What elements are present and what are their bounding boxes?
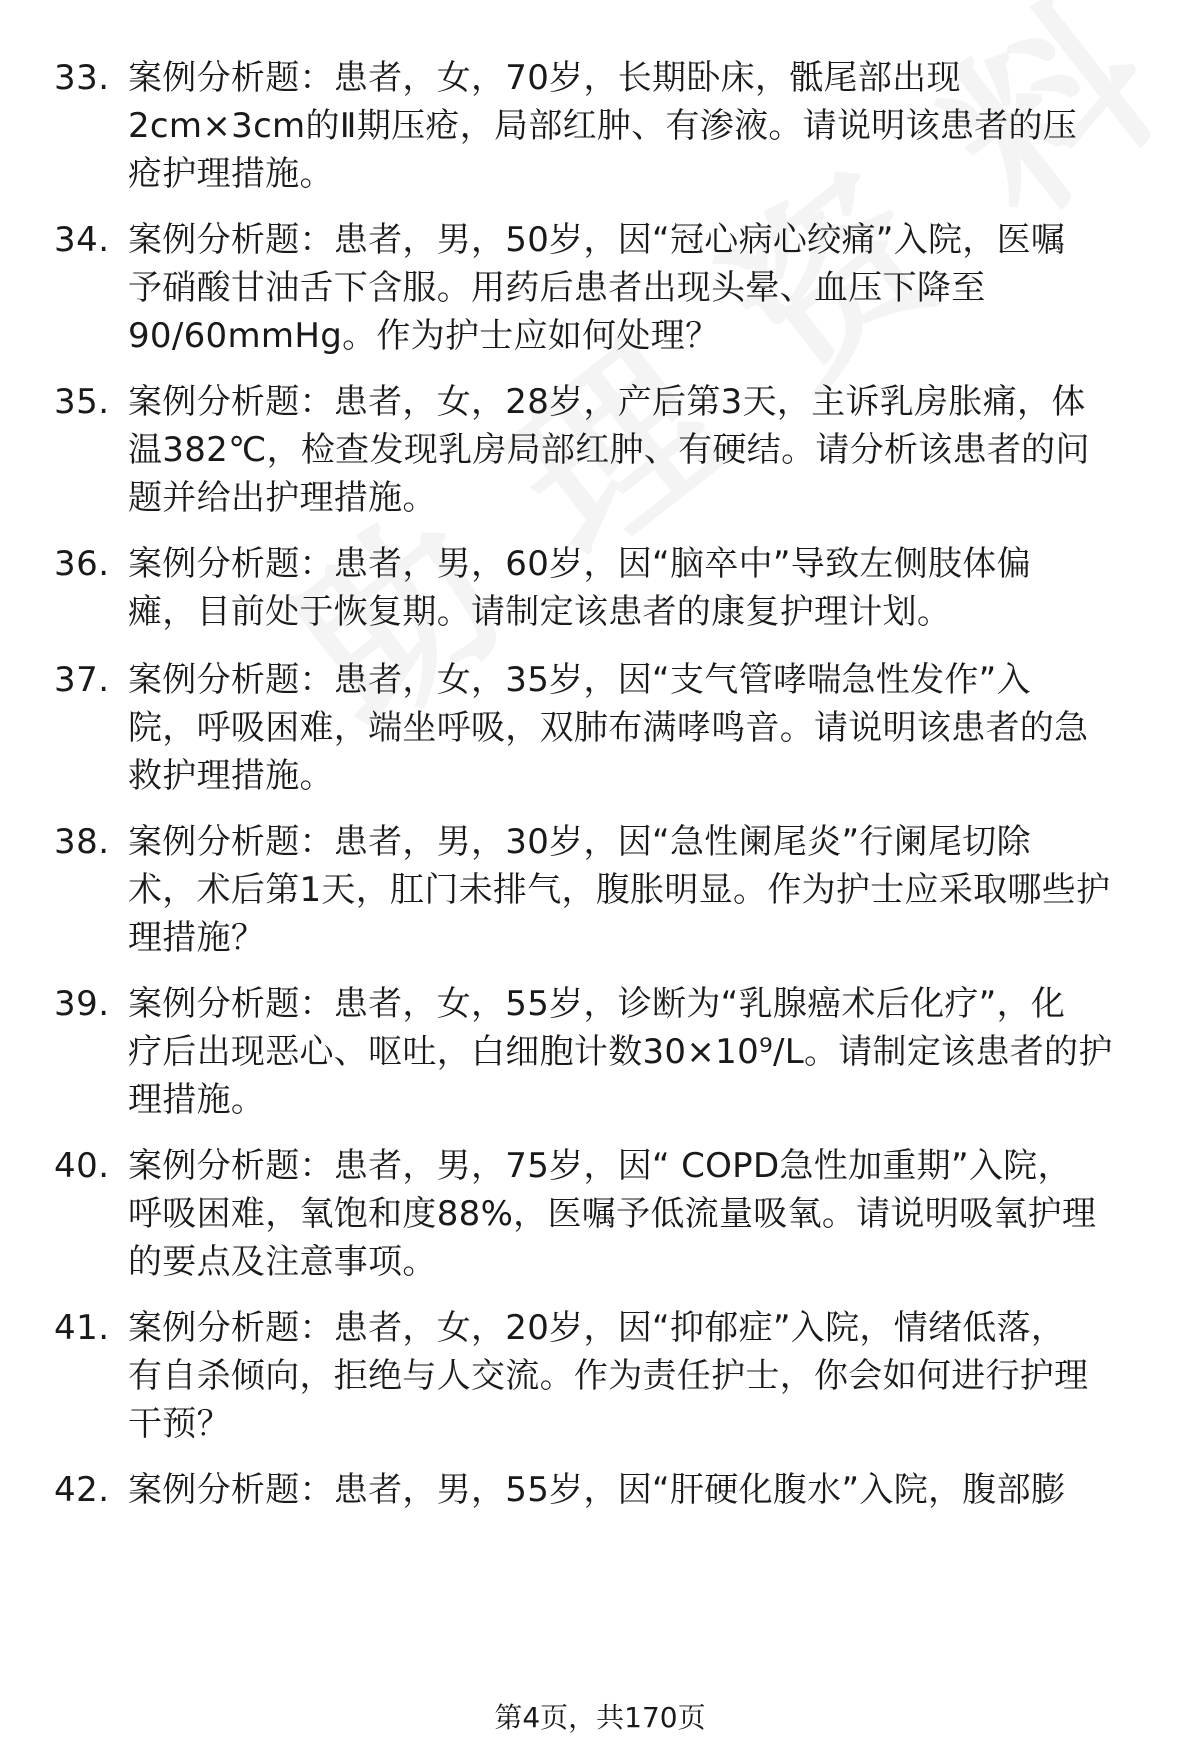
- question-text: [128, 378, 1164, 522]
- question-number: 35.: [54, 382, 110, 422]
- question-line: 案例分析题：患者，女，70岁，长期卧床，骶尾部出现: [128, 58, 961, 98]
- question-number: 33.: [54, 58, 110, 98]
- question-line: 案例分析题：患者，男，50岁，因“冠心病心绞痛”入院，医嘱: [128, 220, 1066, 260]
- question-text: [128, 980, 1164, 1124]
- question-line: 予硝酸甘油舌下含服。用药后患者出现头晕、血压下降至: [128, 268, 986, 308]
- question-number: 36.: [54, 544, 110, 584]
- question-text: [128, 1304, 1164, 1448]
- question-line: 呼吸困难，氧饱和度88%，医嘱予低流量吸氧。请说明吸氧护理: [128, 1194, 1097, 1234]
- question-text: [128, 818, 1164, 962]
- question-line: 案例分析题：患者，女，35岁，因“支气管哮喘急性发作”入: [128, 660, 1031, 700]
- question-line: 温382℃，检查发现乳房局部红肿、有硬结。请分析该患者的问: [128, 430, 1090, 470]
- question-text: [128, 216, 1164, 360]
- question-number: 38.: [54, 822, 110, 862]
- question-text: [128, 656, 1164, 800]
- question-line: 有自杀倾向，拒绝与人交流。作为责任护士，你会如何进行护理: [128, 1356, 1089, 1396]
- question-text: [128, 540, 1164, 636]
- question-line: 2cm×3cm的Ⅱ期压疮，局部红肿、有渗液。请说明该患者的压: [128, 106, 1078, 146]
- question-line: 干预？: [128, 1404, 231, 1444]
- question-line: 理措施。: [128, 1080, 266, 1120]
- question-line: 疗后出现恶心、呕吐，白细胞计数30×10⁹/L。请制定该患者的护: [128, 1032, 1113, 1072]
- question-line: 疮护理措施。: [128, 154, 334, 194]
- question-text: [128, 54, 1164, 198]
- question-line: 瘫，目前处于恢复期。请制定该患者的康复护理计划。: [128, 592, 952, 632]
- question-number: 42.: [54, 1470, 110, 1510]
- question-number: 34.: [54, 220, 110, 260]
- question-line: 案例分析题：患者，男，75岁，因“ COPD急性加重期”入院，: [128, 1146, 1072, 1186]
- question-line: 术，术后第1天，肛门未排气，腹胀明显。作为护士应采取哪些护: [128, 870, 1111, 910]
- question-line: 90/60mmHg。作为护士应如何处理？: [128, 316, 720, 356]
- question-number: 39.: [54, 984, 110, 1024]
- question-line: 题并给出护理措施。: [128, 478, 437, 518]
- question-number: 37.: [54, 660, 110, 700]
- question-number: 40.: [54, 1146, 110, 1186]
- question-number: 41.: [54, 1308, 110, 1348]
- question-line: 案例分析题：患者，男，60岁，因“脑卒中”导致左侧肢体偏: [128, 544, 1031, 584]
- question-line: 案例分析题：患者，女，28岁，产后第3天，主诉乳房胀痛，体: [128, 382, 1086, 422]
- question-line: 院，呼吸困难，端坐呼吸，双肺布满哮鸣音。请说明该患者的急: [128, 708, 1089, 748]
- question-line: 案例分析题：患者，男，55岁，因“肝硬化腹水”入院，腹部膨: [128, 1470, 1066, 1510]
- question-line: 救护理措施。: [128, 756, 334, 796]
- page-footer: 第4页，共170页: [494, 1701, 706, 1734]
- question-line: 案例分析题：患者，男，30岁，因“急性阑尾炎”行阑尾切除: [128, 822, 1031, 862]
- question-line: 案例分析题：患者，女，55岁，诊断为“乳腺癌术后化疗”，化: [128, 984, 1066, 1024]
- question-text: [128, 1142, 1164, 1286]
- question-text: [128, 1466, 1164, 1514]
- question-line: 理措施？: [128, 918, 266, 958]
- question-line: 的要点及注意事项。: [128, 1242, 437, 1282]
- question-line: 案例分析题：患者，女，20岁，因“抑郁症”入院，情绪低落，: [128, 1308, 1066, 1348]
